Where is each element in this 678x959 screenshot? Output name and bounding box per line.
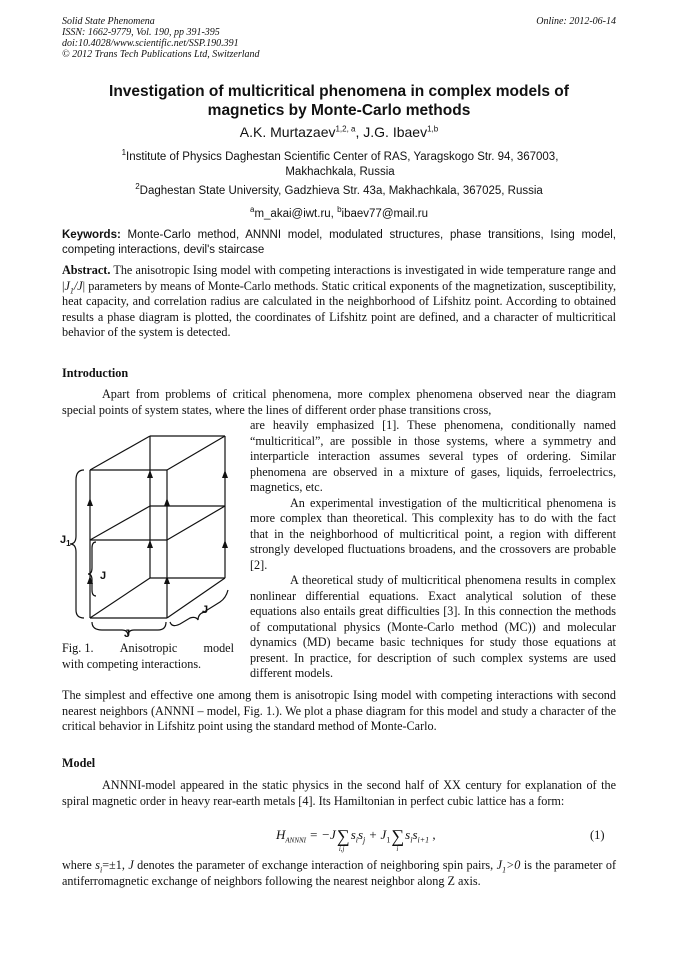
eq-s-sub-j: j [363, 835, 366, 845]
after-gt0: >0 [506, 858, 521, 872]
eq-s: s [350, 827, 356, 842]
caption-word-1: Anisotropic [119, 641, 178, 655]
email-b-marker: b [337, 205, 342, 215]
author-separator: , [355, 124, 364, 140]
arrow-up [147, 470, 153, 478]
eq-sum-1: ∑ [336, 826, 350, 846]
caption-fig-label: Fig. 1. [62, 641, 94, 655]
eq-s4-sub: i+1 [417, 835, 430, 845]
label-j1-letter: J [60, 534, 67, 546]
after-text-b: =±1, [102, 858, 129, 872]
eq-sum-1-index: i,j [338, 845, 345, 853]
arrow-up [222, 470, 228, 478]
arrow-up [222, 540, 228, 548]
intro-p1-wrap: are heavily emphasized [1]. These phenomena, conditionally named “multicritical”, are possible in those systems, where a symmetry and interparticle interaction assumes several types of ordering. Similar phenomena are observed in a mixture of gases, liquids, ferroelectrics, magnetics, etc. [250, 418, 616, 494]
eq-sum-2: ∑ [391, 826, 405, 846]
arrow-up [164, 576, 170, 584]
cube-edge [90, 578, 150, 618]
abstract-j1-sub: 1 [69, 285, 74, 295]
after-j1: J [496, 858, 503, 872]
after-si-sub: i [99, 865, 103, 875]
email-a-marker: a [250, 205, 255, 215]
keywords-text: Monte-Carlo method, ANNNI model, modulated structures, phase transitions, Ising model, competing interactions, devil's staircase [62, 229, 616, 256]
affiliation-2 [62, 184, 616, 199]
label-j-vertical: J [100, 570, 107, 582]
eq-body-1: = −J [306, 827, 336, 842]
eq-plus-j1: + J [365, 827, 387, 842]
eq-s-sub-i: i [355, 835, 358, 845]
after-si: s [95, 858, 100, 872]
layer-edge [90, 506, 150, 540]
eq-s3: s [405, 827, 411, 842]
intro-p2: An experimental investigation of the multicritical phenomena is more complex than theoretical. This complexity has to do with the fact that in the neighborhood of multicritical point, a region with different strongly developed fluctuations broadens, and the crossovers are probable [2]. [250, 495, 616, 572]
model-after-equation [62, 858, 616, 889]
label-j-depth: J [202, 604, 209, 616]
cube-edge [167, 436, 225, 470]
intro-right-column [250, 418, 616, 682]
abstract-slash-j: /J [73, 278, 83, 293]
abstract-text-2: | parameters by means of Monte-Carlo methods. Static critical exponents of the magnetization, susceptibility, heat capacity, and correlation radius are calculated in the neighborhood of Lifshitz point. According to obtained results a phase diagram is plotted, the coordinates of Lifshitz point are defined, and a character of multicritical behavior of the system is detected. [62, 278, 616, 339]
aff1-continuation: Makhachkala, Russia [285, 166, 395, 178]
keywords [62, 228, 616, 258]
eq-comma: , [429, 827, 436, 842]
online-date: Online: 2012-06-14 [536, 16, 616, 27]
caption-line-2: with competing interactions. [62, 656, 202, 671]
author-2: J.G. Ibaev [363, 124, 428, 140]
eq-s4: s [412, 827, 418, 842]
doi-line: doi:10.4028/www.scientific.net/SSP.190.391 [62, 38, 239, 49]
figure-1-caption [62, 641, 234, 672]
keywords-label: Keywords: [62, 229, 121, 241]
brace-j1 [70, 470, 84, 618]
email-b[interactable]: ibaev77@mail.ru [341, 208, 428, 220]
model-p1: ANNNI-model appeared in the static physics in the second half of XX century for explanation of the spiral magnetic order in heavy rear-earth metals [4]. Its Hamiltonian in perfect cubic lattice has a form: [62, 778, 616, 808]
abstract [62, 263, 616, 341]
eq-j1-sub: 1 [386, 835, 391, 845]
layer-edge [167, 506, 225, 540]
eq-s3-sub: i [410, 835, 413, 845]
intro-paragraph-1-start [62, 387, 616, 418]
author-1-affil: 1,2, a [335, 124, 356, 134]
author-1: A.K. Murtazaev [239, 124, 336, 140]
arrow-up [164, 498, 170, 506]
aff1-text: Institute of Physics Daghestan Scientific Center of RAS, Yaragskogo Str. 94, 367003, [126, 151, 559, 163]
journal-header [62, 16, 382, 60]
author-2-affil: 1,b [427, 124, 439, 134]
after-text-e: is the parameter of antiferromagnetic exchange of neighbors following the nearest neighbor along Z axis. [62, 858, 616, 888]
eq-s2: s [357, 827, 364, 842]
after-j1-sub: 1 [502, 865, 507, 875]
eq-h: H [276, 827, 286, 842]
introduction-heading: Introduction [62, 366, 129, 380]
email-a[interactable]: m_akai@iwt.ru, [254, 208, 338, 220]
aff2-marker: 2 [135, 182, 140, 192]
intro-p3: A theoretical study of multicritical phenomena results in complex nonlinear differential equations. Exact analytical solution of these equations also entails great difficulties [3]. In this connection the methods of computational physics (Monte-Carlo method (MC)) and molecular dynamics (MD) became basic techniques for study those equations at present. In practice, for description of such complex systems are used different models. [250, 573, 616, 680]
figure-1 [62, 430, 242, 640]
eq-sum-2-index: i [396, 845, 399, 853]
intro-p1-full: Apart from problems of critical phenomena, more complex phenomena observed near the diagram special points of system states, where the lines of different order phase transitions cross, [62, 387, 616, 417]
abstract-j1: J [64, 278, 70, 293]
intro-p3-continuation: The simplest and effective one among them is anisotropic Ising model with competing interactions with second nearest neighbors (ANNNI – model, Fig. 1.). We plot a phase diagram for this model and study a character of the critical behavior in Lifshitz point using the standard method of Monte-Carlo. [62, 688, 616, 733]
model-heading: Model [62, 756, 96, 770]
label-j1 [60, 534, 71, 549]
arrow-up [87, 498, 93, 506]
paper-title [62, 82, 616, 120]
affiliation-1 [70, 150, 610, 180]
after-j: J [128, 858, 134, 872]
emails [62, 207, 616, 222]
equation-1 [276, 826, 436, 853]
aff1-marker: 1 [121, 148, 127, 158]
journal-name: Solid State Phenomena [62, 16, 155, 27]
copyright-line: © 2012 Trans Tech Publications Ltd, Switzerland [62, 49, 260, 60]
issn-line: ISSN: 1662-9779, Vol. 190, pp 391-395 [62, 27, 220, 38]
equation-number: (1) [590, 828, 605, 842]
label-j1-sub: 1 [66, 539, 71, 549]
aff2-text: Daghestan State University, Gadzhieva Str. 43a, Makhachkala, 367025, Russia [139, 185, 543, 197]
eq-h-sub: ANNNI [285, 836, 307, 845]
brace-j-vertical [88, 542, 96, 596]
label-j-horizontal: J [124, 628, 131, 640]
after-text-a: where [62, 858, 96, 872]
model-paragraph [62, 778, 616, 809]
annni-cube-diagram [62, 430, 242, 640]
arrow-up [147, 540, 153, 548]
cube-edge [90, 436, 150, 470]
after-text-c: denotes the parameter of exchange interaction of neighboring spin pairs, [133, 858, 497, 872]
abstract-label: Abstract. [62, 263, 111, 277]
title-line-1: Investigation of multicritical phenomena in complex models of [109, 83, 569, 100]
caption-word-2: model [203, 641, 234, 655]
title-line-2: magnetics by Monte-Carlo methods [207, 102, 471, 119]
cube-edge [167, 578, 225, 618]
authors [62, 124, 616, 140]
abstract-text-1: The anisotropic Ising model with competing interactions is investigated in wide temperature range and | [62, 263, 616, 293]
